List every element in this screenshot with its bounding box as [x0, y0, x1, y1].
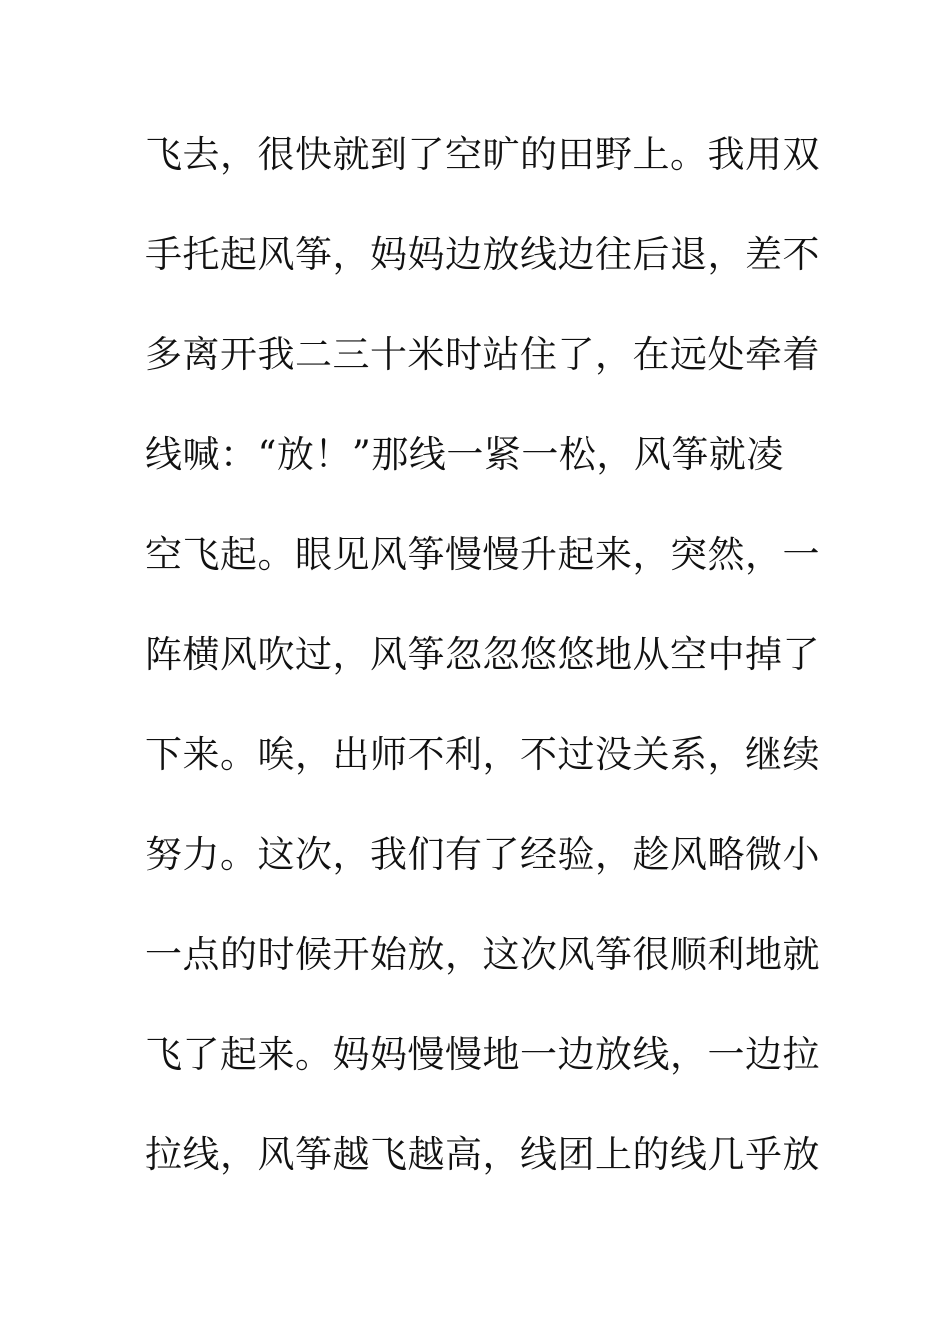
text-line: 下来。唉，出师不利，不过没关系，继续	[145, 733, 820, 776]
body-text	[145, 127, 825, 1227]
text-line: 手托起风筝，妈妈边放线边往后退，差不	[145, 233, 820, 276]
text-line: 努力。这次，我们有了经验，趁风略微小	[145, 833, 820, 876]
text-line: 拉线，风筝越飞越高，线团上的线几乎放	[145, 1133, 820, 1176]
text-line: 空飞起。眼见风筝慢慢升起来，突然，一	[145, 533, 820, 576]
text-line: 飞去，很快就到了空旷的田野上。我用双	[145, 133, 820, 176]
text-line: 线喊：“放！”那线一紧一松，风筝就凌	[145, 433, 784, 476]
text-line: 一点的时候开始放，这次风筝很顺利地就	[145, 933, 820, 976]
text-line: 多离开我二三十米时站住了，在远处牵着	[145, 333, 820, 376]
text-line: 阵横风吹过，风筝忽忽悠悠地从空中掉了	[145, 633, 820, 676]
text-line: 飞了起来。妈妈慢慢地一边放线，一边拉	[145, 1033, 820, 1076]
